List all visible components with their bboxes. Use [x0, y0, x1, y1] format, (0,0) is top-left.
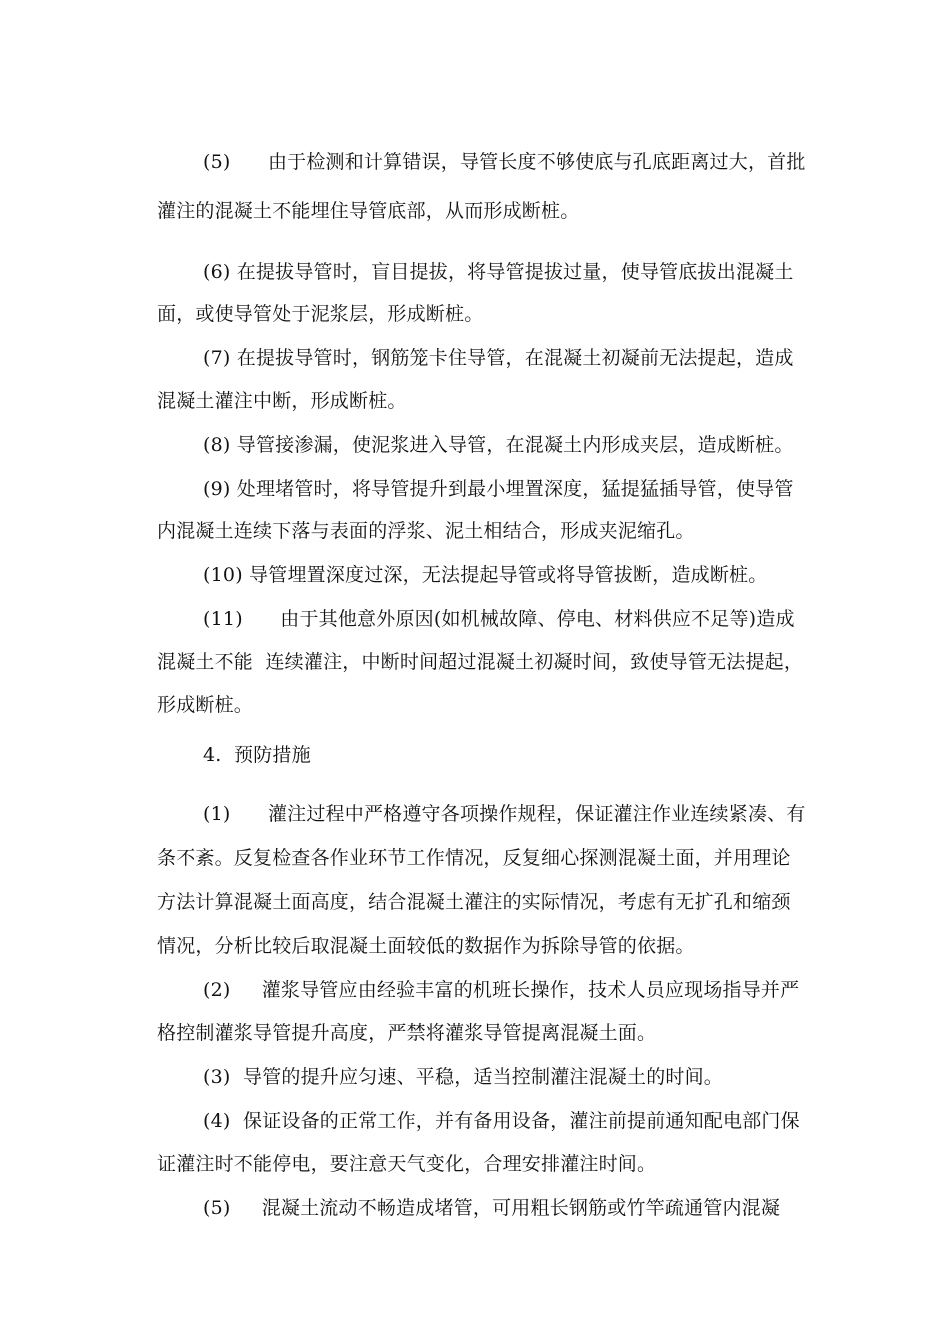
- paragraph-10-line-1: (10) 导管埋置深度过深，无法提起导管或将导管拔断，造成断桩。: [203, 564, 768, 586]
- paragraph-6-line-1: (6) 在提拔导管时，盲目提拔，将导管提拔过量，使导管底拔出混凝土: [203, 261, 794, 283]
- paragraph-7-line-2: 混凝土灌注中断，形成断桩。: [157, 390, 407, 412]
- paragraph-5-line-2: 灌注的混凝土不能埋住导管底部，从而形成断桩。: [157, 200, 580, 222]
- measure-3-line-1: (3) 导管的提升应匀速、平稳，适当控制灌注混凝土的时间。: [203, 1066, 723, 1088]
- measure-1-line-2: 条不紊。反复检查各作业环节工作情况，反复细心探测混凝土面，并用理论: [157, 847, 791, 869]
- paragraph-11-line-2: 混凝土不能 连续灌注，中断时间超过混凝土初凝时间，致使导管无法提起，: [157, 651, 804, 673]
- paragraph-8-line-1: (8) 导管接渗漏，使泥浆进入导管，在混凝土内形成夹层，造成断桩。: [203, 434, 794, 456]
- paragraph-9-line-1: (9) 处理堵管时，将导管提升到最小埋置深度，猛提猛插导管，使导管: [203, 478, 794, 500]
- paragraph-6-line-2: 面，或使导管处于泥浆层，形成断桩。: [157, 303, 484, 325]
- paragraph-11-line-1: (11) 由于其他意外原因(如机械故障、停电、材料供应不足等)造成: [203, 608, 795, 630]
- measure-1-line-1: (1) 灌注过程中严格遵守各项操作规程，保证灌注作业连续紧凑、有: [203, 803, 806, 825]
- measure-4-line-2: 证灌注时不能停电，要注意天气变化，合理安排灌注时间。: [157, 1153, 657, 1175]
- measure-5-line-1: (5) 混凝土流动不畅造成堵管，可用粗长钢筋或竹竿疏通管内混凝: [203, 1197, 781, 1219]
- paragraph-5-line-1: (5) 由于检测和计算错误，导管长度不够使底与孔底距离过大，首批: [203, 151, 806, 173]
- measure-1-line-4: 情况，分析比较后取混凝土面较低的数据作为拆除导管的依据。: [157, 935, 695, 957]
- measure-2-line-2: 格控制灌浆导管提升高度，严禁将灌浆导管提离混凝土面。: [157, 1022, 657, 1044]
- paragraph-7-line-1: (7) 在提拔导管时，钢筋笼卡住导管，在混凝土初凝前无法提起，造成: [203, 347, 794, 369]
- section-heading: 4. 预防措施: [203, 744, 311, 766]
- paragraph-11-line-3: 形成断桩。: [157, 694, 254, 716]
- measure-1-line-3: 方法计算混凝土面高度，结合混凝土灌注的实际情况，考虑有无扩孔和缩颈: [157, 891, 791, 913]
- measure-2-line-1: (2) 灌浆导管应由经验丰富的机班长操作，技术人员应现场指导并严: [203, 979, 800, 1001]
- measure-4-line-1: (4) 保证设备的正常工作，并有备用设备，灌注前提前通知配电部门保: [203, 1110, 800, 1132]
- paragraph-9-line-2: 内混凝土连续下落与表面的浮浆、泥土相结合，形成夹泥缩孔。: [157, 520, 695, 542]
